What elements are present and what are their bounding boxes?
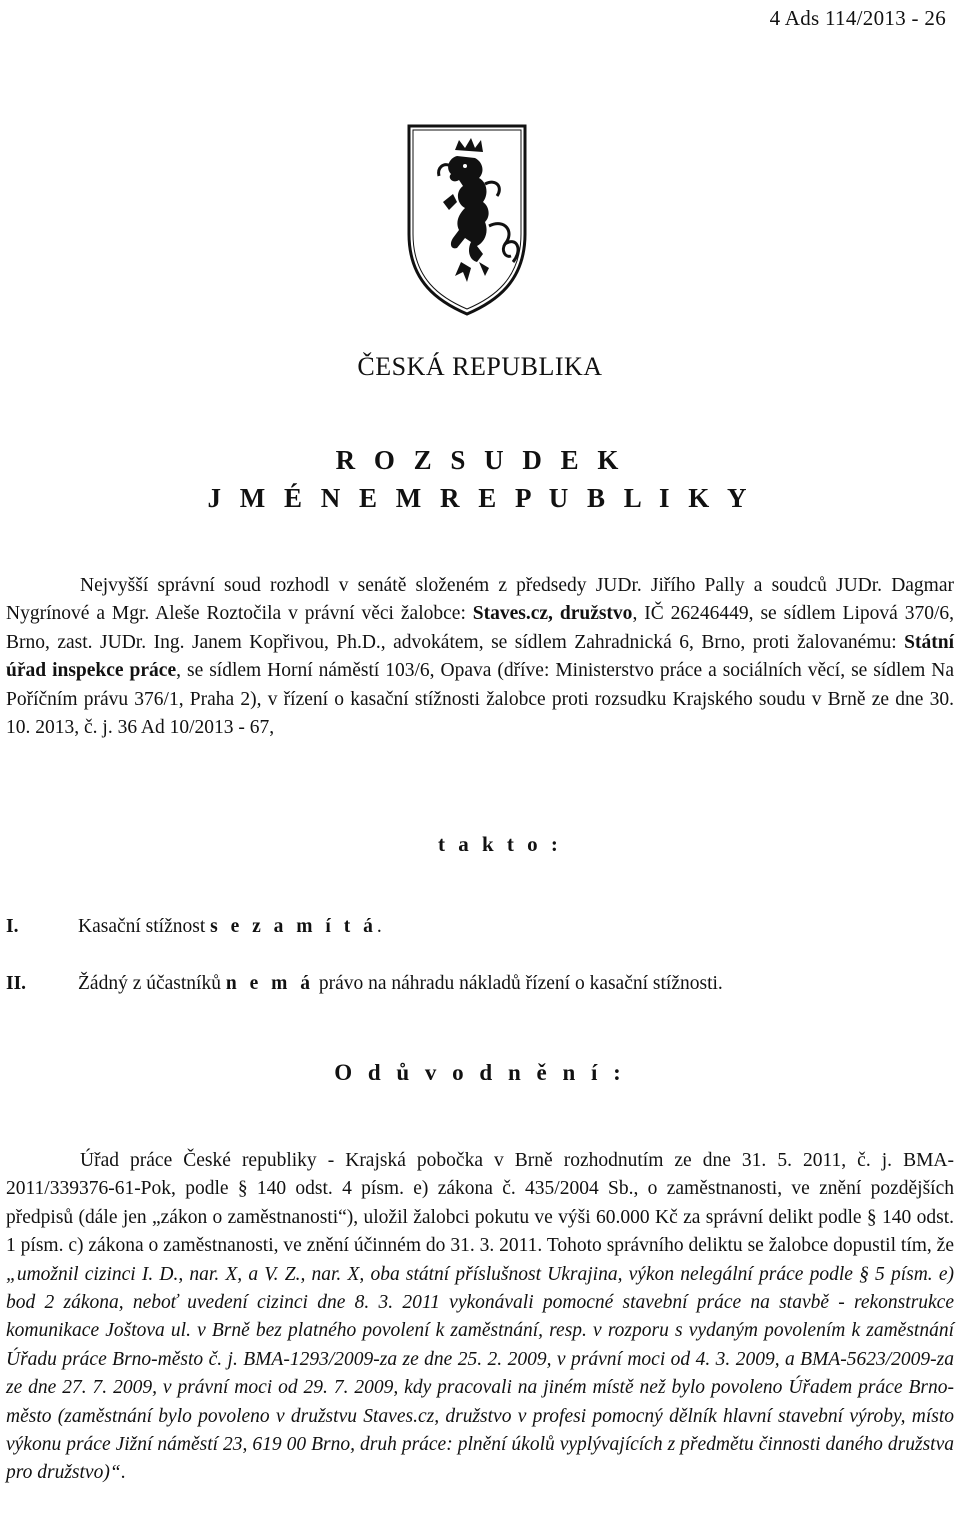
verdict-emphasis: n e m á xyxy=(225,973,314,994)
verdict-emphasis: s e z a m í t á xyxy=(210,916,377,937)
verdict-number: I. xyxy=(6,916,19,937)
intro-paragraph xyxy=(6,572,954,742)
intro-text-1: Nejvyšší správní soud rozhodl v senátě složeném z předsedy JUDr. Jiřího Pally a soudců JUDr. Dagmar Nygrínové a Mgr. Aleše Roztočila v právní věci žalobce: xyxy=(6,575,954,625)
country-name: ČESKÁ REPUBLIKA xyxy=(357,352,603,381)
intro-text-2: , IČ 26246449, se sídlem Lipová 370/6, Brno, zast. JUDr. Ing. Janem Kopřivou, Ph.D., advokátem, se sídlem Zahradnická 6, Brno, proti žalovanému: xyxy=(6,603,954,653)
verdict-number: II. xyxy=(6,973,27,994)
verdict-heading: t a k t o : xyxy=(438,832,562,856)
czech-lion-coat-of-arms-icon xyxy=(405,122,529,318)
verdict-text: Kasační stížnost xyxy=(78,916,211,937)
reasoning-paragraph xyxy=(6,1147,954,1488)
document-subtitle: J M É N E M R E P U B L I K Y xyxy=(207,483,753,513)
case-number: 4 Ads 114/2013 - 26 xyxy=(769,6,946,30)
verdict-text: Žádný z účastníků xyxy=(78,973,226,994)
verdict-text-end: . xyxy=(376,916,382,937)
intro-text-3: , se sídlem Horní náměstí 103/6, Opava (dříve: Ministerstvo práce a sociálních věcí, se sídlem Na Poříčním právu 376/1, Praha 2), v řízení o kasační stížnosti žalobce proti rozsudku Krajského soudu v Brně ze dne 30. 10. 2013, č. j. 36 Ad 10/2013 - 67, xyxy=(6,660,954,739)
reasoning-text-end: . xyxy=(120,1462,126,1484)
reasoning-quote: „umožnil cizinci I. D., nar. X, a V. Z., nar. X, oba státní příslušnost Ukrajina, výkon nelegální práce podle § 5 písm. e) bod 2 zákona, neboť uvedení cizinci dne 8. 3. 2011 vykonávali pomocné stavební práce na stavbě - rekonstrukce komunikace Joštova ul. v Brně bez platného povolení k zaměstnání, resp. v rozporu s vydaným povolením k zaměstnání Úřadu práce Brno-město č. j. BMA-1293/2009-za ze dne 25. 2. 2009, v právní moci od 4. 3. 2009, a BMA-5623/2009-za ze dne 27. 7. 2009, v právní moci od 29. 7. 2009, kdy pracovali na jiném místě než bylo povoleno Úřadem práce Brno-město (zaměstnání bylo povoleno v družstvu Staves.cz, družstvo v profesi pomocný dělník hlavní stavební výroby, místo výkonu práce Jižní náměstí 23, 619 00 Brno, druh práce: plnění úkolů vyplývajících z předmětu činnosti daného družstva pro družstvo)“ xyxy=(6,1263,954,1484)
verdict-text-end: právo na náhradu nákladů řízení o kasační stížnosti. xyxy=(313,973,723,994)
plaintiff-name: Staves.cz, družstvo xyxy=(472,603,633,625)
reasoning-text: Úřad práce České republiky - Krajská pobočka v Brně rozhodnutím ze dne 31. 5. 2011, č. j. BMA-2011/339376-61-Pok, podle § 140 odst. 4 písm. e) zákona č. 435/2004 Sb., o zaměstnanosti, ve znění pozdějších předpisů (dále jen „zákon o zaměstnanosti“), uložil žalobci pokutu ve výši 60.000 Kč za správní delikt podle § 140 odst. 1 písm. c) zákona o zaměstnanosti, ve znění účinném do 31. 3. 2011. Tohoto správního deliktu se žalobce dopustil tím, že xyxy=(6,1150,954,1257)
reasoning-heading: O d ů v o d n ě n í : xyxy=(334,1060,626,1085)
document-title: R O Z S U D E K xyxy=(335,445,625,475)
defendant-name: Státní úřad inspekce práce xyxy=(6,631,954,682)
